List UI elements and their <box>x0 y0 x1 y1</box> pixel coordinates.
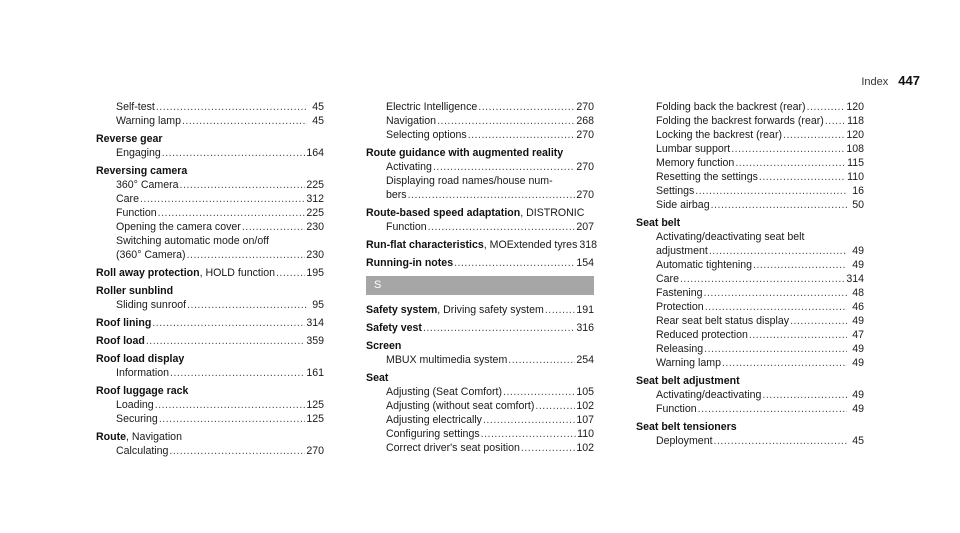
heading-term[interactable]: Seat <box>366 372 389 384</box>
page-ref[interactable]: 268 <box>576 115 594 127</box>
dot-leader <box>698 402 847 416</box>
subentry-text-cont[interactable]: adjustment <box>656 245 708 257</box>
subentry-text[interactable]: Rear seat belt status display <box>656 315 790 327</box>
entry-heading <box>366 321 422 335</box>
subentry-text[interactable]: Lumbar support <box>656 143 731 155</box>
index-row <box>96 316 324 330</box>
index-entry <box>636 100 864 212</box>
entry-heading <box>636 421 737 433</box>
page-ref[interactable]: 49 <box>852 315 864 327</box>
entry-heading <box>366 372 388 384</box>
index-row <box>636 402 864 416</box>
subentry-text[interactable]: Function <box>116 207 157 219</box>
page-ref[interactable]: 45 <box>312 115 324 127</box>
index-row <box>636 258 864 272</box>
entry-heading-line <box>366 206 594 220</box>
dot-leader <box>790 314 847 328</box>
subentry-text[interactable]: Selecting options <box>386 129 467 141</box>
index-row <box>636 184 864 198</box>
page-ref[interactable]: 230 <box>306 221 324 233</box>
subentry-text[interactable]: 360° Camera <box>116 179 179 191</box>
dot-leader <box>159 412 306 426</box>
dot-leader <box>483 413 575 427</box>
index-row <box>636 198 864 212</box>
subentry-text[interactable]: Sliding sunroof <box>116 299 187 311</box>
entry-heading <box>96 385 188 397</box>
entry-heading-line <box>366 339 594 353</box>
entry-heading <box>366 238 577 252</box>
subentry-text[interactable]: Care <box>116 193 139 205</box>
page-ref[interactable]: 118 <box>847 115 864 127</box>
dot-leader <box>187 248 306 262</box>
heading-term[interactable]: Roof luggage rack <box>96 385 189 397</box>
index-row <box>366 100 594 114</box>
index-entry <box>96 430 324 458</box>
dot-leader <box>503 385 575 399</box>
subentry-text[interactable]: Securing <box>116 413 158 425</box>
page-ref[interactable]: 154 <box>576 257 594 269</box>
entry-heading <box>96 353 184 365</box>
subentry-text[interactable]: Memory function <box>656 157 735 169</box>
page-ref[interactable]: 49 <box>852 343 864 355</box>
subentry-text[interactable]: Resetting the settings <box>656 171 758 183</box>
entry-heading-line <box>636 420 864 434</box>
subentry-text[interactable]: Adjusting (without seat comfort) <box>386 400 535 412</box>
dot-leader <box>704 342 847 356</box>
page-ref[interactable]: 164 <box>306 147 324 159</box>
index-row <box>96 412 324 426</box>
entry-heading <box>96 316 151 330</box>
dot-leader <box>731 142 845 156</box>
subentry-text[interactable]: Information <box>116 367 169 379</box>
subentry-text[interactable]: Calculating <box>116 445 169 457</box>
page-ref[interactable]: 270 <box>576 189 594 201</box>
dot-leader <box>545 303 575 317</box>
header-title: Index <box>861 76 889 88</box>
heading-qualifier: , Navigation <box>126 431 182 443</box>
subentry-text[interactable]: Reduced protection <box>656 329 748 341</box>
index-row <box>636 156 864 170</box>
page-ref[interactable]: 45 <box>312 101 324 113</box>
page-ref[interactable]: 49 <box>852 259 864 271</box>
subentry-text[interactable]: Side airbag <box>656 199 710 211</box>
dot-leader <box>704 286 847 300</box>
dot-leader <box>187 298 307 312</box>
dot-leader <box>433 160 575 174</box>
dot-leader <box>408 188 576 202</box>
index-entry <box>366 100 594 142</box>
heading-qualifier: , Driving safety system <box>437 304 544 316</box>
index-row <box>96 100 324 114</box>
subentry-text[interactable]: Folding back the backrest (rear) <box>656 101 806 113</box>
page-ref[interactable]: 115 <box>847 157 864 169</box>
index-row <box>636 142 864 156</box>
dot-leader <box>182 114 307 128</box>
dot-leader <box>276 266 305 280</box>
index-entry <box>366 339 594 367</box>
subentry-text-cont[interactable]: (360° Camera) <box>116 249 186 261</box>
entry-heading <box>636 217 680 229</box>
index-row <box>636 300 864 314</box>
subentry-text[interactable]: Opening the camera cover <box>116 221 241 233</box>
page-ref[interactable]: 316 <box>576 322 594 334</box>
subentry-text[interactable]: Switching automatic mode on/off <box>116 235 269 247</box>
index-row <box>366 160 594 174</box>
index-row <box>96 178 324 192</box>
heading-term[interactable]: Reverse gear <box>96 133 163 145</box>
index-row <box>96 298 324 312</box>
index-row <box>636 272 864 286</box>
dot-leader <box>521 441 575 455</box>
heading-term[interactable]: Route guidance with augmented reality <box>366 147 564 159</box>
dot-leader <box>158 206 306 220</box>
page-ref[interactable]: 102 <box>576 442 594 454</box>
dot-leader <box>749 328 847 342</box>
page-ref[interactable]: 49 <box>852 357 864 369</box>
entry-heading <box>366 256 453 270</box>
dot-leader <box>170 366 305 380</box>
index-entry <box>366 146 594 202</box>
entry-heading-line <box>96 352 324 366</box>
page-ref[interactable]: 318 <box>579 239 598 251</box>
index-row <box>636 170 864 184</box>
index-row <box>366 441 594 455</box>
index-entry <box>96 132 324 160</box>
index-row <box>366 114 594 128</box>
subentry-text[interactable]: Settings <box>656 185 695 197</box>
subentry-text[interactable]: Care <box>656 273 679 285</box>
dot-leader <box>478 100 575 114</box>
dot-leader <box>714 434 847 448</box>
index-row <box>96 366 324 380</box>
page-ref[interactable]: 45 <box>852 435 864 447</box>
entry-heading-line <box>96 384 324 398</box>
dot-leader <box>481 427 576 441</box>
page-ref[interactable]: 254 <box>576 354 594 366</box>
index-row <box>636 114 864 128</box>
page-header <box>861 73 920 88</box>
index-entry <box>96 334 324 348</box>
page-ref[interactable]: 105 <box>576 386 594 398</box>
heading-term[interactable]: Route-based speed adaptation <box>366 207 521 219</box>
index-column-2 <box>366 100 598 459</box>
dot-leader <box>242 220 305 234</box>
page-ref[interactable]: 225 <box>306 179 324 191</box>
index-entry <box>96 284 324 312</box>
index-entry <box>96 316 324 330</box>
entry-heading-line <box>636 374 864 388</box>
page-ref[interactable]: 270 <box>306 445 324 457</box>
page-ref[interactable]: 49 <box>852 245 864 257</box>
heading-term[interactable]: Route <box>96 431 127 443</box>
heading-term[interactable]: Safety system <box>366 304 438 316</box>
dot-leader <box>156 100 307 114</box>
index-row <box>96 444 324 458</box>
dot-leader <box>535 399 575 413</box>
page-ref[interactable]: 207 <box>576 221 594 233</box>
page-number: 447 <box>898 73 920 88</box>
entry-heading <box>96 334 145 348</box>
index-row <box>636 342 864 356</box>
page-ref[interactable]: 120 <box>846 129 864 141</box>
subentry-text[interactable]: Adjusting electrically <box>386 414 482 426</box>
subentry-text[interactable]: Self-test <box>116 101 155 113</box>
index-row <box>96 146 324 160</box>
page-ref[interactable]: 48 <box>852 287 864 299</box>
entry-heading <box>366 207 584 219</box>
index-entry <box>366 321 594 335</box>
index-row <box>96 220 324 234</box>
dot-leader <box>152 316 305 330</box>
entry-heading-line <box>96 284 324 298</box>
index-row <box>366 256 594 270</box>
page-ref[interactable]: 110 <box>847 171 864 183</box>
subentry-text[interactable]: Correct driver's seat position <box>386 442 520 454</box>
heading-term[interactable]: Safety vest <box>366 322 422 334</box>
entry-heading <box>636 375 740 387</box>
dot-leader <box>140 192 305 206</box>
subentry-text[interactable]: Configuring settings <box>386 428 480 440</box>
entry-heading-line <box>366 371 594 385</box>
subentry-text[interactable]: Locking the backrest (rear) <box>656 129 783 141</box>
dot-leader <box>169 444 305 458</box>
page-ref[interactable]: 230 <box>306 249 324 261</box>
index-entry <box>636 374 864 416</box>
index-row <box>96 334 324 348</box>
page-ref[interactable]: 314 <box>846 273 864 285</box>
subentry-text[interactable]: Engaging <box>116 147 161 159</box>
index-row <box>96 248 324 262</box>
subentry-text[interactable]: Warning lamp <box>656 357 721 369</box>
index-row <box>366 413 594 427</box>
index-row <box>96 206 324 220</box>
dot-leader <box>695 184 847 198</box>
index-entry <box>366 371 594 455</box>
index-entry <box>96 384 324 426</box>
entry-heading-line <box>96 164 324 178</box>
index-entry <box>366 303 594 317</box>
subentry-text[interactable]: Function <box>386 221 427 233</box>
dot-leader <box>680 272 845 286</box>
page-ref[interactable]: 102 <box>576 400 594 412</box>
page-ref[interactable]: 49 <box>852 389 864 401</box>
heading-term[interactable]: Seat belt tensioners <box>636 421 737 433</box>
subentry-text[interactable]: MBUX multimedia system <box>386 354 508 366</box>
index-row <box>366 303 594 317</box>
entry-heading-line <box>96 132 324 146</box>
section-letter: S <box>366 276 594 295</box>
entry-heading <box>366 147 563 159</box>
page-ref[interactable]: 49 <box>852 403 864 415</box>
index-row <box>96 266 324 280</box>
heading-qualifier: , MOExtended tyres <box>483 239 578 251</box>
page-ref[interactable]: 16 <box>852 185 864 197</box>
dot-leader <box>162 146 306 160</box>
index-row <box>366 321 594 335</box>
index-entry <box>636 420 864 448</box>
index-row <box>96 192 324 206</box>
index-row <box>366 399 594 413</box>
subentry-text[interactable]: Warning lamp <box>116 115 181 127</box>
index-row <box>96 398 324 412</box>
index-row <box>636 388 864 402</box>
index-row <box>636 128 864 142</box>
page-ref[interactable]: 46 <box>852 301 864 313</box>
heading-term[interactable]: Roof load display <box>96 353 185 365</box>
heading-term[interactable]: Screen <box>366 340 402 352</box>
subentry-text[interactable]: Adjusting (Seat Comfort) <box>386 386 502 398</box>
entry-heading <box>96 266 275 280</box>
entry-heading <box>96 133 163 145</box>
dot-leader <box>762 388 847 402</box>
index-row <box>366 385 594 399</box>
page-ref[interactable]: 110 <box>577 428 594 440</box>
index-entry <box>96 352 324 380</box>
index-entry <box>366 256 594 270</box>
dot-leader <box>155 398 306 412</box>
heading-qualifier: , DISTRONIC <box>520 207 585 219</box>
heading-term[interactable]: Seat belt adjustment <box>636 375 740 387</box>
entry-heading <box>96 165 187 177</box>
heading-term[interactable]: Roller sunblind <box>96 285 174 297</box>
index-row <box>636 100 864 114</box>
index-row <box>636 356 864 370</box>
subentry-text[interactable]: Releasing <box>656 343 704 355</box>
dot-leader <box>753 258 847 272</box>
index-row <box>636 314 864 328</box>
dot-leader <box>709 244 847 258</box>
entry-heading <box>96 431 182 443</box>
page-ref[interactable]: 108 <box>846 143 864 155</box>
index-row <box>636 286 864 300</box>
index-row <box>366 128 594 142</box>
subentry-text[interactable]: Deployment <box>656 435 713 447</box>
page-ref[interactable]: 191 <box>576 304 594 316</box>
entry-heading-line <box>366 146 594 160</box>
index-entry <box>96 266 324 280</box>
page-ref[interactable]: 107 <box>576 414 594 426</box>
page-ref[interactable]: 225 <box>306 207 324 219</box>
subentry-text[interactable]: Activating/deactivating seat belt <box>656 231 805 243</box>
index-row <box>366 353 594 367</box>
entry-heading <box>366 303 544 317</box>
entry-heading-line <box>636 216 864 230</box>
dot-leader <box>146 334 305 348</box>
page-ref[interactable]: 195 <box>306 267 324 279</box>
index-row <box>636 328 864 342</box>
index-row <box>366 238 598 252</box>
dot-leader <box>437 114 575 128</box>
subentry-text[interactable]: Activating/deactivating <box>656 389 762 401</box>
heading-term[interactable]: Seat belt <box>636 217 681 229</box>
dot-leader <box>722 356 847 370</box>
dot-leader <box>807 100 846 114</box>
entry-heading-line <box>96 430 324 444</box>
index-entry <box>366 206 594 234</box>
index-entry <box>96 100 324 128</box>
dot-leader <box>423 321 575 335</box>
page-ref[interactable]: 47 <box>852 329 864 341</box>
page-ref[interactable]: 95 <box>312 299 324 311</box>
subentry-text[interactable]: Electric Intelligence <box>386 101 478 113</box>
page-ref[interactable]: 312 <box>306 193 324 205</box>
subentry-text[interactable]: Displaying road names/house num- <box>386 175 553 187</box>
subentry-text[interactable]: Protection <box>656 301 704 313</box>
dot-leader <box>735 156 846 170</box>
heading-term[interactable]: Roof lining <box>96 317 152 329</box>
page-ref[interactable]: 125 <box>306 399 324 411</box>
index-entry <box>366 238 598 252</box>
subentry-text[interactable]: Folding the backrest forwards (rear) <box>656 115 824 127</box>
index-column-1 <box>96 100 324 462</box>
index-row <box>96 114 324 128</box>
index-entry <box>96 164 324 262</box>
page-ref[interactable]: 50 <box>852 199 864 211</box>
dot-leader <box>825 114 846 128</box>
index-row <box>366 220 594 234</box>
entry-heading <box>96 285 173 297</box>
subentry-text[interactable]: Fastening <box>656 287 703 299</box>
page-ref[interactable]: 120 <box>846 101 864 113</box>
page-ref[interactable]: 314 <box>306 317 324 329</box>
index-row <box>366 188 594 202</box>
heading-term[interactable]: Roll away protection <box>96 267 200 279</box>
dot-leader <box>759 170 846 184</box>
heading-term[interactable]: Run-flat characteristics <box>366 239 484 251</box>
subentry-text[interactable]: Activating <box>386 161 432 173</box>
page-ref[interactable]: 359 <box>306 335 324 347</box>
index-row <box>636 244 864 258</box>
index-row <box>636 434 864 448</box>
index-entry <box>636 216 864 370</box>
dot-leader <box>468 128 576 142</box>
subentry-text[interactable]: Loading <box>116 399 154 411</box>
dot-leader <box>705 300 847 314</box>
heading-term[interactable]: Running-in notes <box>366 257 454 269</box>
page-ref[interactable]: 125 <box>306 413 324 425</box>
heading-qualifier: , HOLD function <box>199 267 275 279</box>
heading-term[interactable]: Reversing camera <box>96 165 188 177</box>
index-column-3 <box>636 100 864 452</box>
dot-leader <box>428 220 576 234</box>
dot-leader <box>180 178 306 192</box>
entry-heading <box>366 340 401 352</box>
dot-leader <box>508 353 575 367</box>
page-ref[interactable]: 270 <box>576 129 594 141</box>
page-ref[interactable]: 270 <box>576 101 594 113</box>
page-ref[interactable]: 270 <box>576 161 594 173</box>
dot-leader <box>711 198 847 212</box>
subentry-text[interactable]: Automatic tightening <box>656 259 752 271</box>
index-row <box>366 427 594 441</box>
subentry-text-cont[interactable]: bers <box>386 189 407 201</box>
dot-leader <box>783 128 845 142</box>
dot-leader <box>454 256 575 270</box>
subentry-text[interactable]: Navigation <box>386 115 437 127</box>
heading-term[interactable]: Roof load <box>96 335 145 347</box>
page-ref[interactable]: 161 <box>306 367 324 379</box>
subentry-text[interactable]: Function <box>656 403 697 415</box>
